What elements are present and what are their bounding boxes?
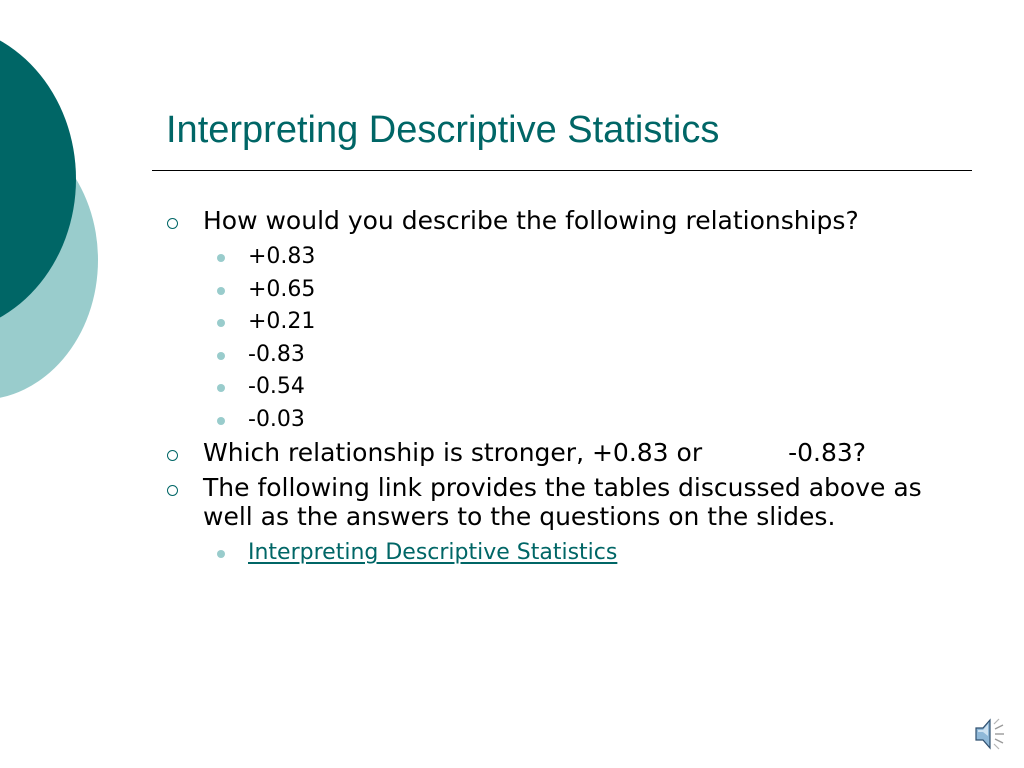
- speaker-icon[interactable]: [972, 714, 1012, 754]
- list-item: [166, 306, 956, 339]
- correlation-value: +0.21: [248, 309, 316, 334]
- list-item: [166, 274, 956, 307]
- bullet-text-start: Which relationship is stronger, +0.83 or: [203, 438, 703, 467]
- bullet-link-info: [166, 473, 956, 531]
- correlation-value: -0.03: [248, 406, 305, 432]
- slide-body: [166, 206, 956, 572]
- list-item: [166, 371, 956, 404]
- correlation-value: -0.54: [248, 374, 305, 399]
- correlation-values-list: [166, 241, 956, 436]
- list-item: [166, 537, 956, 570]
- dot-bullet-icon: [217, 287, 225, 295]
- hollow-bullet-icon: [167, 218, 178, 229]
- list-item: [166, 404, 956, 437]
- link-list: [166, 537, 956, 570]
- bullet-text: How would you describe the following relationships?: [203, 206, 859, 235]
- list-item: [166, 241, 956, 274]
- title-divider: [152, 170, 972, 171]
- correlation-value: -0.83: [248, 341, 305, 367]
- correlation-value: +0.83: [248, 244, 316, 269]
- dot-bullet-icon: [217, 384, 225, 392]
- bullet-describe-relationships: [166, 206, 956, 235]
- dot-bullet-icon: [217, 550, 225, 558]
- dot-bullet-icon: [217, 417, 225, 425]
- correlation-value: +0.65: [248, 276, 316, 302]
- dot-bullet-icon: [217, 319, 225, 327]
- hollow-bullet-icon: [167, 450, 178, 461]
- bullet-text-end: -0.83?: [788, 438, 867, 467]
- slide-title: Interpreting Descriptive Statistics: [166, 109, 720, 151]
- list-item: [166, 339, 956, 372]
- bullet-stronger-relationship: [166, 438, 956, 467]
- dot-bullet-icon: [217, 352, 225, 360]
- bullet-text: The following link provides the tables discussed above as well as the answers to the questions on the slides.: [203, 473, 922, 531]
- interpreting-statistics-link[interactable]: Interpreting Descriptive Statistics: [248, 540, 618, 565]
- hollow-bullet-icon: [167, 485, 178, 496]
- dot-bullet-icon: [217, 254, 225, 262]
